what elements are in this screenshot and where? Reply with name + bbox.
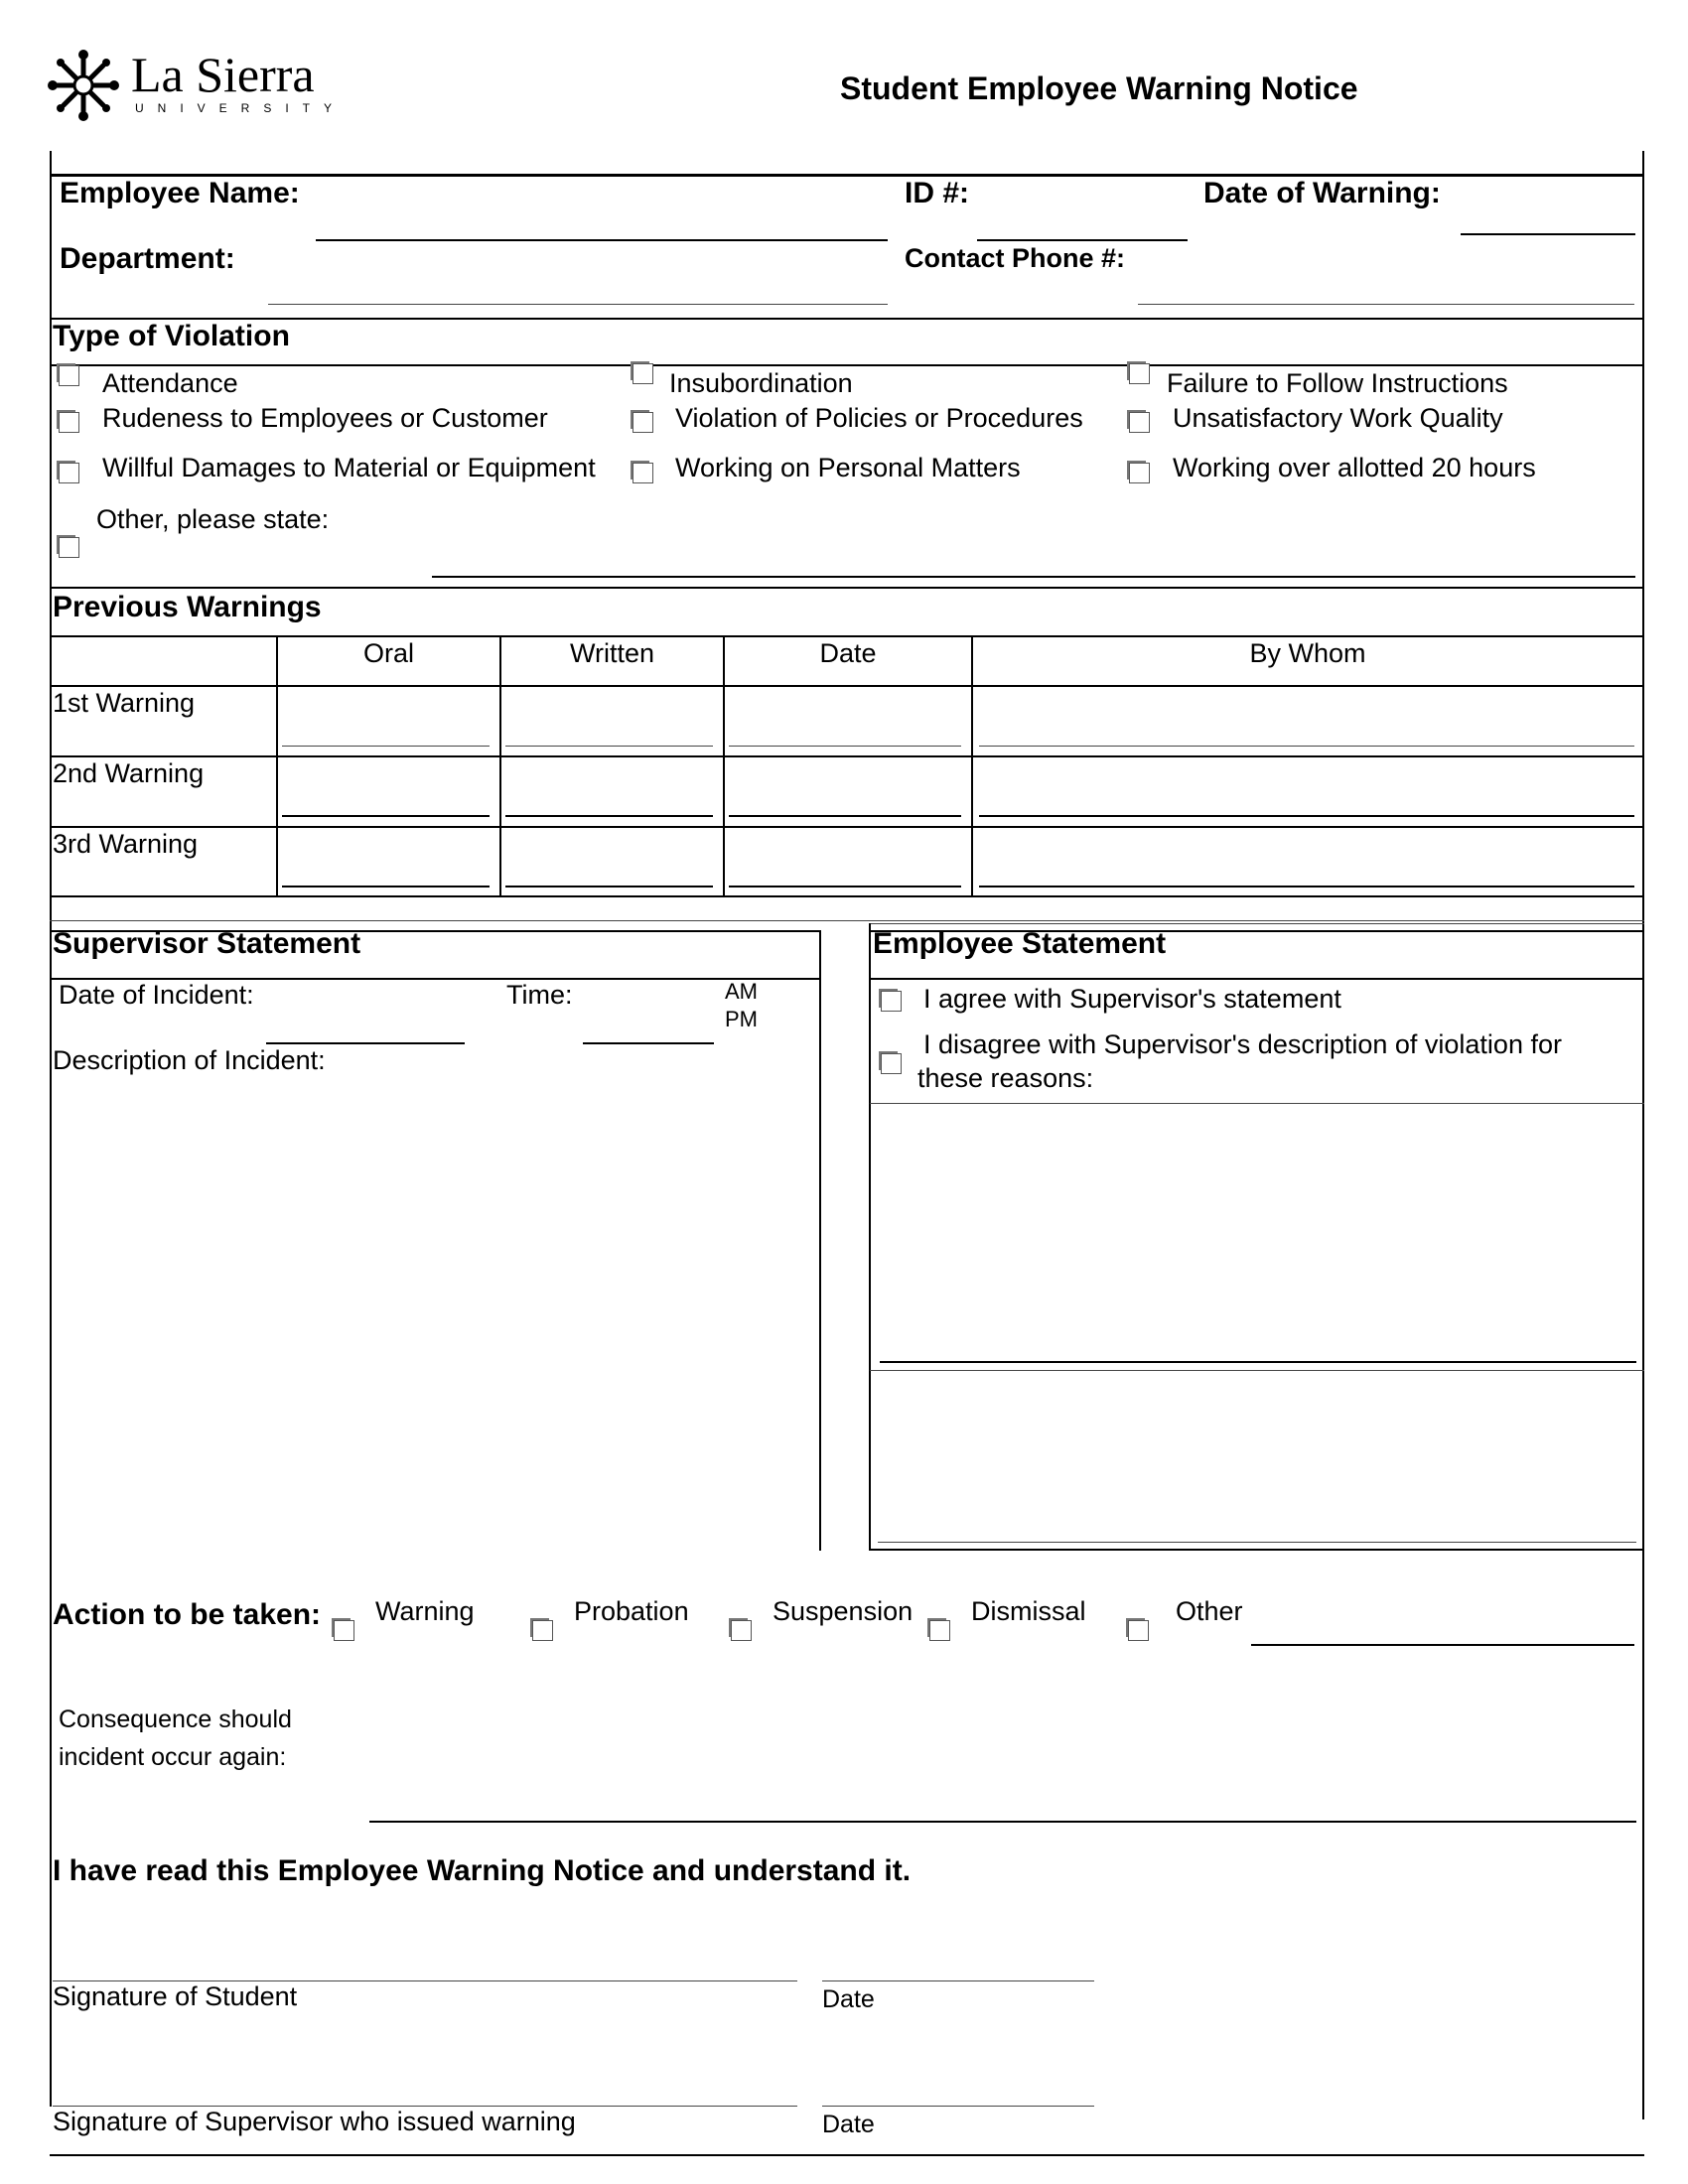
university-logo-icon (48, 50, 119, 121)
table-col-divider (499, 635, 501, 897)
department-field[interactable] (268, 304, 888, 305)
rudeness-checkbox[interactable] (59, 412, 79, 433)
other-violation-label: Other, please state: (96, 504, 330, 534)
divider (870, 923, 1644, 924)
by-whom-field-3[interactable] (979, 886, 1634, 887)
table-col-divider (276, 635, 278, 897)
table-col-divider (723, 635, 725, 897)
other-action-checkbox[interactable] (1128, 1620, 1149, 1641)
student-signature-label: Signature of Student (53, 1981, 298, 2011)
consequence-label-continued: incident occur again: (59, 1743, 287, 1771)
divider (50, 685, 1644, 687)
supervisor-signature-label: Signature of Supervisor who issued warning (53, 2107, 576, 2136)
warning-checkbox[interactable] (334, 1620, 354, 1641)
form-bottom-border (50, 2154, 1644, 2156)
reasons-line (878, 1542, 1636, 1543)
written-field-1[interactable] (505, 746, 713, 747)
unsatisfactory-work-checkbox[interactable] (1129, 412, 1150, 433)
column-header-oral: Oral (362, 638, 414, 668)
divider (50, 826, 1644, 828)
by-whom-field-2[interactable] (979, 815, 1634, 817)
column-header-date: Date (819, 638, 877, 668)
divider (870, 1370, 1644, 1371)
divider (870, 1549, 1644, 1551)
date-field-2[interactable] (729, 815, 961, 817)
form-left-border (50, 151, 52, 2107)
by-whom-field-1[interactable] (979, 746, 1634, 747)
time-label: Time: (506, 980, 573, 1010)
date-of-incident-field[interactable] (266, 1042, 465, 1044)
divider (50, 755, 1644, 757)
violation-option-label: Failure to Follow Instructions (1167, 368, 1508, 398)
other-violation-field[interactable] (432, 576, 1635, 578)
other-violation-checkbox[interactable] (59, 537, 79, 558)
violation-option-label: Willful Damages to Material or Equipment (102, 453, 596, 482)
violation-option-label: Working over allotted 20 hours (1173, 453, 1536, 482)
other-action-field[interactable] (1251, 1644, 1634, 1646)
form-right-border (1642, 151, 1644, 2119)
student-date-field[interactable] (822, 1980, 1094, 1981)
date-of-warning-field[interactable] (1461, 233, 1635, 235)
oral-field-2[interactable] (282, 815, 490, 817)
row-label-1st-warning: 1st Warning (53, 688, 196, 718)
date-of-incident-label: Date of Incident: (59, 980, 254, 1010)
student-date-label: Date (822, 1985, 875, 2013)
divider (50, 895, 1644, 897)
column-header-written: Written (569, 638, 655, 668)
over-hours-checkbox[interactable] (1129, 463, 1150, 483)
probation-checkbox[interactable] (532, 1620, 553, 1641)
violation-option-label: Unsatisfactory Work Quality (1173, 403, 1503, 433)
agree-label: I agree with Supervisor's statement (923, 984, 1341, 1014)
date-of-warning-label: Date of Warning: (1203, 177, 1441, 209)
form-title: Student Employee Warning Notice (840, 70, 1358, 106)
dismissal-checkbox[interactable] (929, 1620, 950, 1641)
attendance-checkbox[interactable] (59, 365, 79, 386)
employee-box-border (869, 923, 871, 1551)
disagree-label: I disagree with Supervisor's description of violation for (923, 1029, 1562, 1059)
table-col-divider (971, 635, 973, 897)
action-option-label: Warning (375, 1596, 475, 1626)
row-label-2nd-warning: 2nd Warning (53, 758, 205, 788)
consequence-field[interactable] (369, 1821, 1636, 1823)
supervisor-statement-heading: Supervisor Statement (53, 927, 361, 960)
reasons-line (880, 1361, 1636, 1363)
pm-label[interactable]: PM (725, 1007, 758, 1031)
violation-option-label: Working on Personal Matters (675, 453, 1021, 482)
violation-heading: Type of Violation (53, 320, 290, 352)
suspension-checkbox[interactable] (731, 1620, 752, 1641)
supervisor-date-field[interactable] (822, 2106, 1094, 2107)
date-field-1[interactable] (729, 746, 961, 747)
previous-warnings-heading: Previous Warnings (53, 591, 322, 623)
divider (870, 1103, 1644, 1104)
violation-option-label: Violation of Policies or Procedures (675, 403, 1083, 433)
logo-subtitle: UNIVERSITY (135, 101, 347, 115)
logo-wordmark: La Sierra (131, 47, 315, 102)
id-field[interactable] (977, 239, 1188, 241)
action-option-label: Other (1176, 1596, 1243, 1626)
insubordination-checkbox[interactable] (633, 363, 653, 384)
written-field-3[interactable] (505, 886, 713, 887)
willful-damages-checkbox[interactable] (59, 463, 79, 483)
agree-checkbox[interactable] (881, 991, 902, 1012)
personal-matters-checkbox[interactable] (633, 463, 653, 483)
violation-option-label: Attendance (102, 368, 238, 398)
am-label[interactable]: AM (725, 979, 758, 1004)
oral-field-1[interactable] (282, 746, 490, 747)
department-label: Department: (60, 242, 235, 275)
supervisor-date-label: Date (822, 2111, 875, 2138)
divider (50, 920, 1644, 921)
employee-name-label: Employee Name: (60, 177, 300, 209)
consequence-label: Consequence should (59, 1706, 292, 1733)
written-field-2[interactable] (505, 815, 713, 817)
description-label: Description of Incident: (53, 1045, 326, 1075)
employee-reasons-field[interactable] (878, 1110, 1636, 1358)
violation-option-label: Rudeness to Employees or Customer (102, 403, 548, 433)
contact-phone-label: Contact Phone #: (905, 243, 1126, 273)
description-field[interactable] (56, 1082, 810, 1544)
acknowledgement-statement: I have read this Employee Warning Notice and understand it. (53, 1854, 912, 1887)
policy-violation-checkbox[interactable] (633, 412, 653, 433)
disagree-label-continued: these reasons: (917, 1063, 1094, 1093)
failure-to-follow-instructions-checkbox[interactable] (1129, 363, 1150, 384)
action-option-label: Suspension (773, 1596, 914, 1626)
violation-option-label: Insubordination (669, 368, 853, 398)
divider (870, 978, 1644, 980)
divider (50, 364, 1644, 366)
column-header-by-whom: By Whom (1249, 638, 1366, 668)
id-label: ID #: (905, 177, 970, 209)
divider (50, 587, 1644, 589)
supervisor-box-border (819, 930, 821, 1551)
action-option-label: Probation (574, 1596, 689, 1626)
oral-field-3[interactable] (282, 886, 490, 887)
row-label-3rd-warning: 3rd Warning (53, 829, 199, 859)
action-option-label: Dismissal (971, 1596, 1086, 1626)
action-label: Action to be taken: (53, 1598, 322, 1631)
contact-phone-field[interactable] (1138, 304, 1634, 305)
time-field[interactable] (583, 1042, 714, 1044)
employee-name-field[interactable] (316, 239, 888, 241)
employee-statement-heading: Employee Statement (873, 927, 1167, 960)
disagree-checkbox[interactable] (881, 1053, 902, 1074)
divider (50, 635, 1644, 637)
employee-reasons-field-2[interactable] (878, 1378, 1636, 1537)
date-field-3[interactable] (729, 886, 961, 887)
